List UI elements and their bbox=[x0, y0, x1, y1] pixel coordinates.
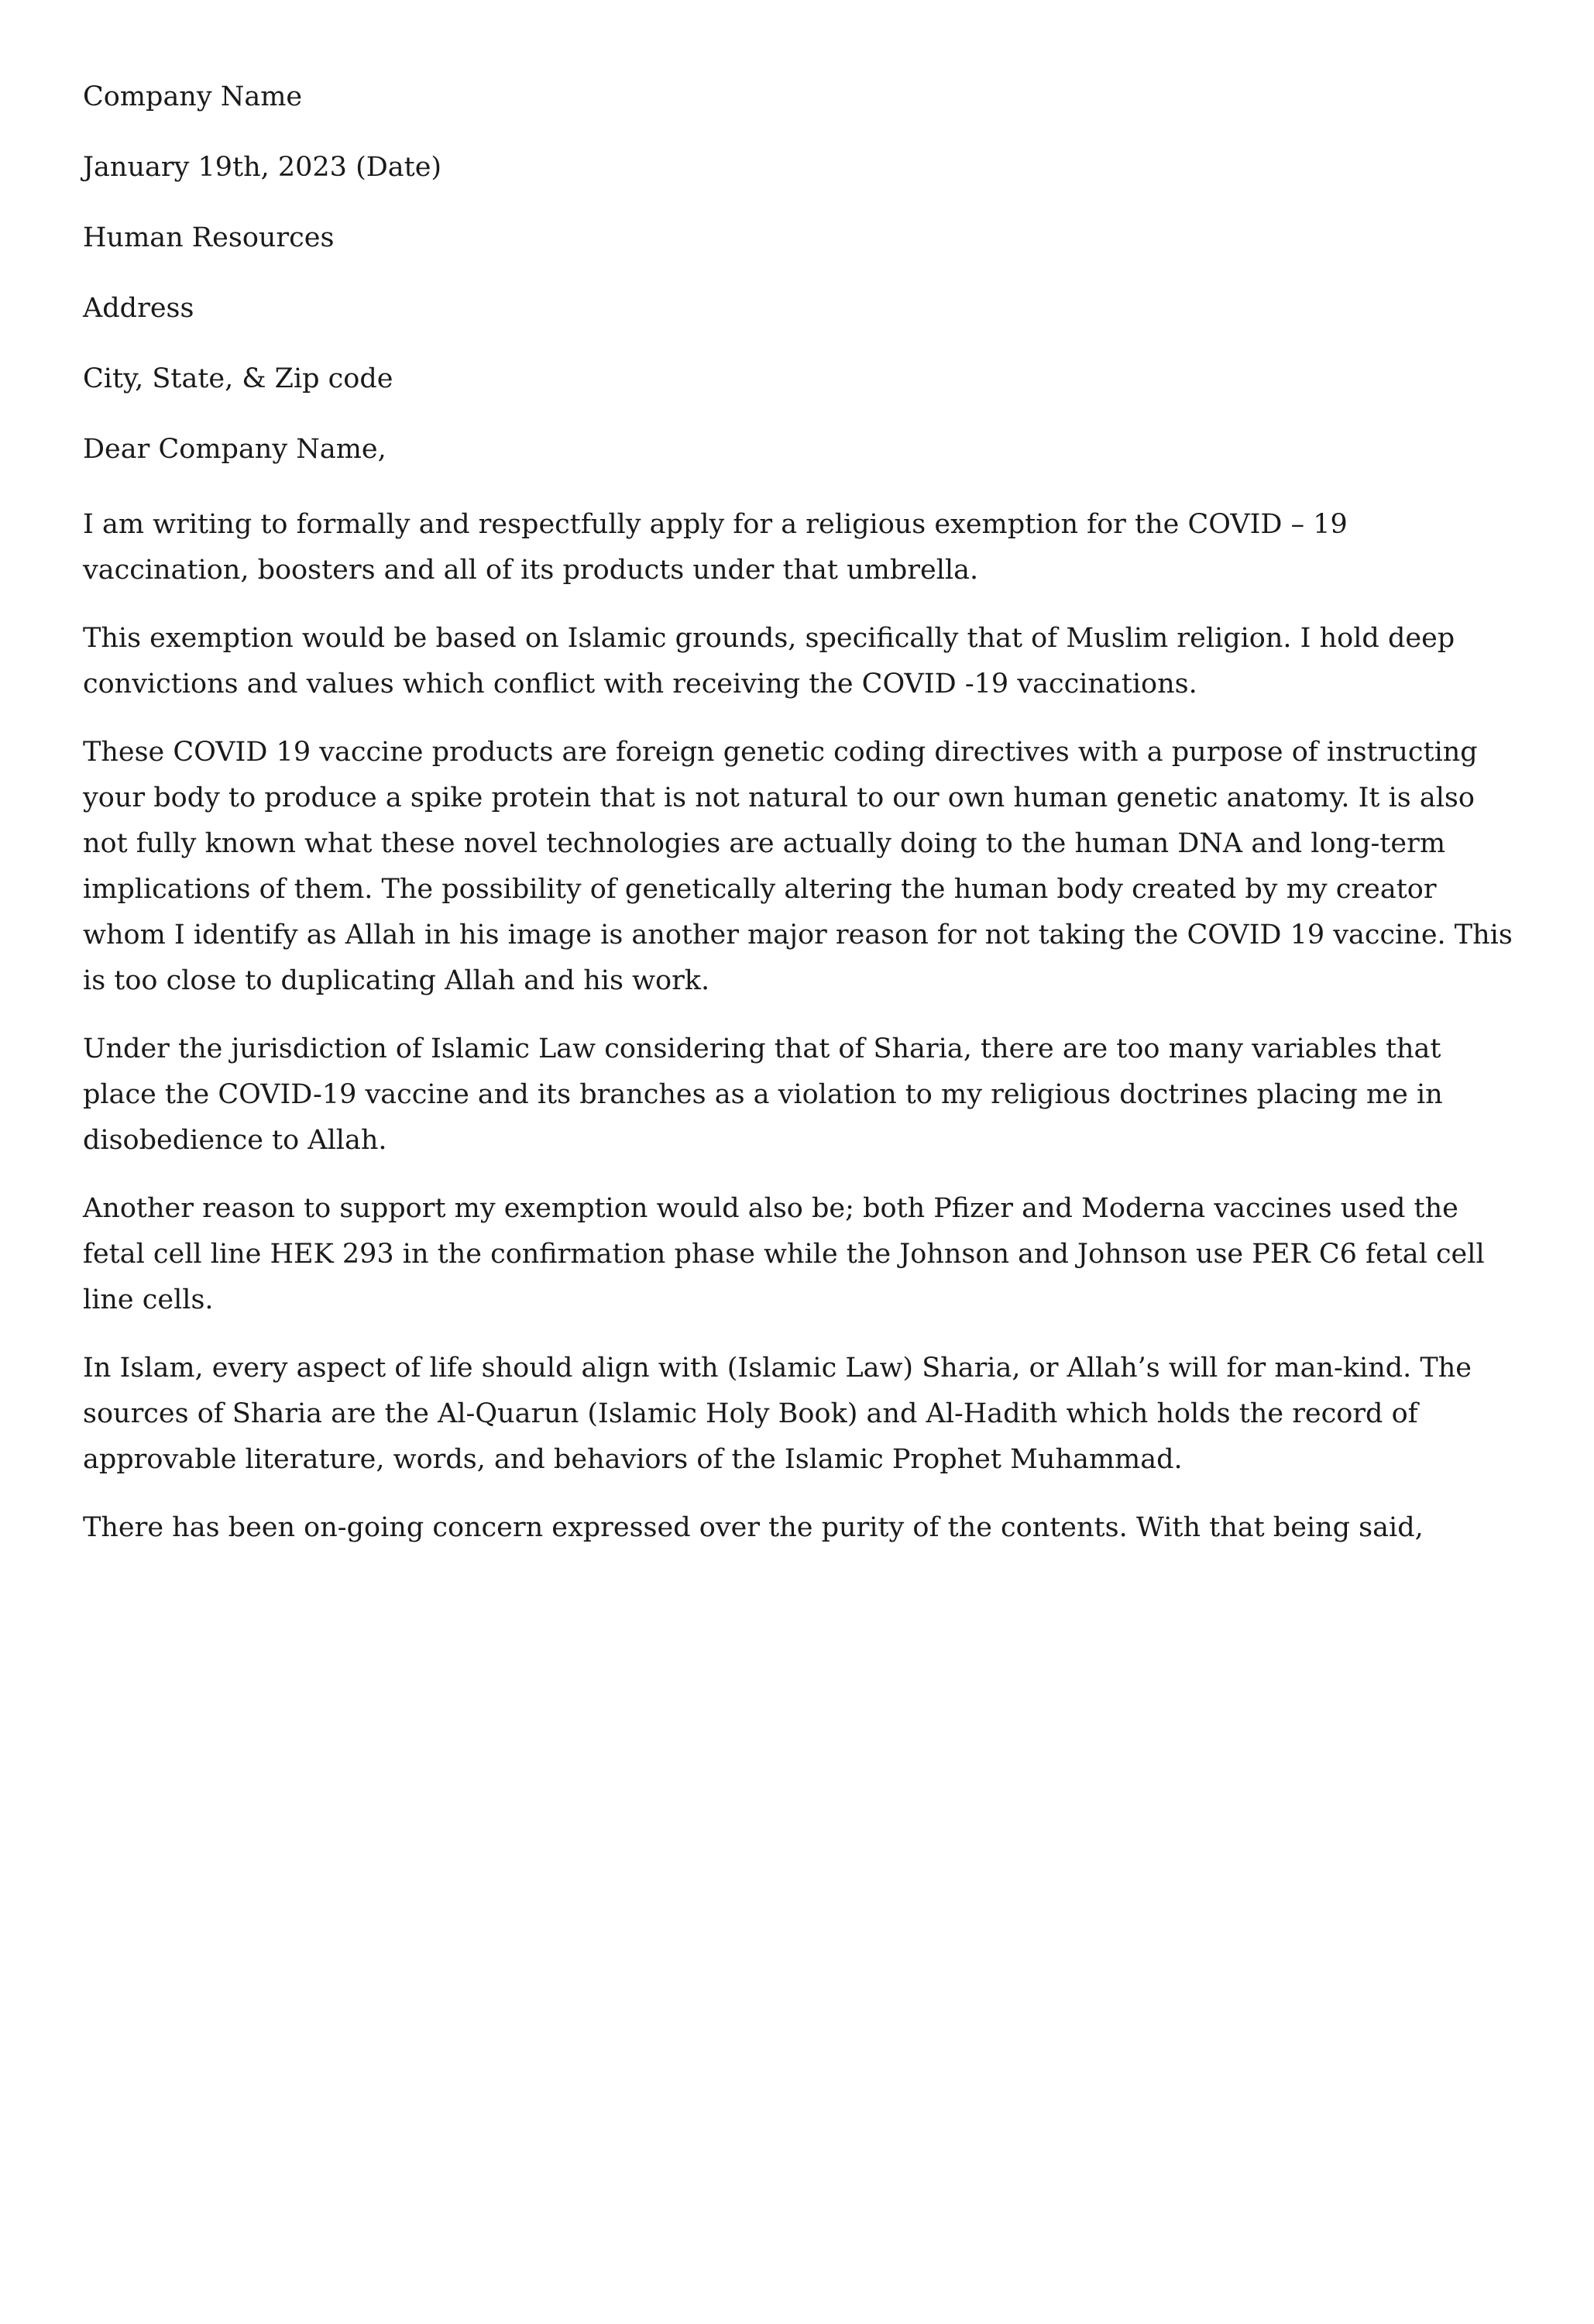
address: Address bbox=[83, 293, 194, 324]
salutation: Dear Company Name, bbox=[83, 434, 386, 465]
body-paragraph-request: I am writing to formally and respectfully apply for a religious exemption for the COVID – 19 vaccination, boosters and all of its products under that umbrella. bbox=[83, 509, 1348, 586]
body-paragraph-sharia: Under the jurisdiction of Islamic Law considering that of Sharia, there are too many variables that place the COVID-19 vaccine and its branches as a violation to my religious doctrines placing me in disobedience to Allah. bbox=[83, 1033, 1443, 1156]
body-paragraph-islam: In Islam, every aspect of life should align with (Islamic Law) Sharia, or Allah’s will for man-kind. The sources of Sharia are the Al-Quarun (Islamic Holy Book) and Al-Hadith which holds the record of approvable literature, words, and behaviors of the Islamic Prophet Muhammad. bbox=[83, 1353, 1472, 1475]
body-paragraph-genetic: These COVID 19 vaccine products are foreign genetic coding directives with a purpose of instructing your body to produce a spike protein that is not natural to our own human genetic anatomy. It is also not fully known what these novel technologies are actually doing to the human DNA and long-term implications of them. The possibility of genetically altering the human body created by my creator whom I identify as Allah in his image is another major reason for not taking the COVID 19 vaccine. This is too close to duplicating Allah and his work. bbox=[83, 737, 1513, 996]
body-paragraph-grounds: This exemption would be based on Islamic grounds, specifically that of Muslim religion. I hold deep convictions and values which conflict with receiving the COVID -19 vaccinations. bbox=[83, 623, 1455, 700]
body-paragraph-purity: There has been on-going concern expressed over the purity of the contents. With that being said, bbox=[83, 1512, 1424, 1543]
company-name: Company Name bbox=[83, 81, 303, 112]
letter-date: January 19th, 2023 (Date) bbox=[83, 152, 442, 183]
body-paragraph-fetal-cell: Another reason to support my exemption would also be; both Pfizer and Moderna vaccines used the fetal cell line HEK 293 in the confirmation phase while the Johnson and Johnson use PER C6 fetal cell line cells. bbox=[83, 1193, 1485, 1315]
city-state-zip: City, State, & Zip code bbox=[83, 363, 393, 394]
department: Human Resources bbox=[83, 222, 335, 253]
